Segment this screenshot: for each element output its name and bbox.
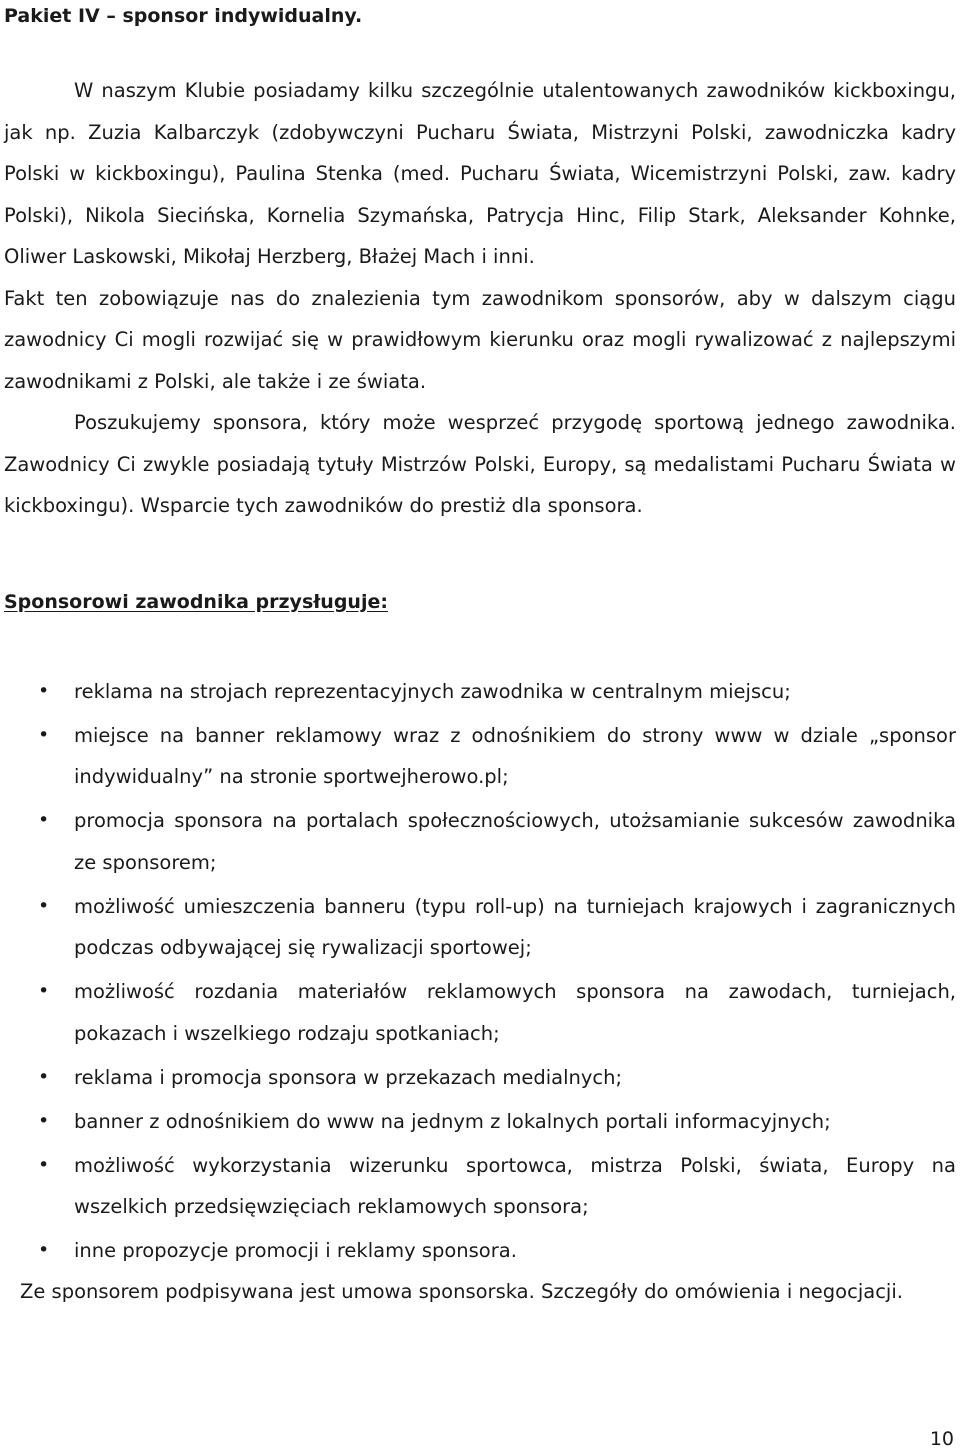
benefits-section-title: Sponsorowi zawodnika przysługuje: xyxy=(4,590,388,613)
bullet-icon: • xyxy=(38,1153,50,1176)
list-item-text: reklama na strojach reprezentacyjnych zawodnika w centralnym miejscu; xyxy=(74,679,791,703)
paragraph-looking-for-sponsor: Poszukujemy sponsora, który może wesprzeć przygodę sportową jednego zawodnika. Zawodnicy Ci zwykle posiadają tytuły Mistrzów Polski, Europy, są medalistami Pucharu Świata w kickboxingu). Wsparcie tych zawodników do prestiż dla sponsora. xyxy=(4,411,956,517)
paragraph-sponsors-need: Fakt ten zobowiązuje nas do znalezienia tym zawodnikom sponsorów, aby w dalszym ciągu zawodnicy Ci mogli rozwijać się w prawidłowym kierunku oraz mogli rywalizować z najlepszymi zawodnikami z Polski, ale także i ze świata. xyxy=(4,286,956,393)
bullet-icon: • xyxy=(38,723,50,746)
list-item-text: miejsce na banner reklamowy wraz z odnośnikiem do strony www w dziale „sponsor indywidualny” na stronie sportwejherowo.pl; xyxy=(74,723,956,788)
list-item-text: promocja sponsora na portalach społecznościowych, utożsamianie sukcesów zawodnika ze sponsorem; xyxy=(74,809,956,874)
list-item-text: możliwość rozdania materiałów reklamowych sponsora na zawodach, turniejach, pokazach i wszelkiego rodzaju spotkaniach; xyxy=(74,980,956,1045)
list-item-text: banner z odnośnikiem do www na jednym z lokalnych portali informacyjnych; xyxy=(74,1109,831,1133)
document-page xyxy=(4,0,956,1313)
list-item xyxy=(4,971,956,1054)
benefits-list xyxy=(4,671,956,1272)
list-item xyxy=(4,1101,956,1143)
paragraph-talented-athletes: W naszym Klubie posiadamy kilku szczególnie utalentowanych zawodników kickboxingu, jak np. Zuzia Kalbarczyk (zdobywczyni Pucharu Świata, Mistrzyni Polski, zawodniczka kadry Polski w kickboxingu), Paulina Stenka (med. Pucharu Świata, Wicemistrzyni Polski, zaw. kadry Polski), Nikola Siecińska, Kornelia Szymańska, Patrycja Hinc, Filip Stark, Aleksander Kohnke, Oliwer Laskowski, Mikołaj Herzberg, Błażej Mach i inni. xyxy=(4,79,956,268)
bullet-icon: • xyxy=(38,980,50,1002)
bullet-icon: • xyxy=(38,679,50,702)
list-item xyxy=(4,1145,956,1228)
list-item xyxy=(4,715,956,798)
list-item-text: inne propozycje promocji i reklamy sponsora. xyxy=(74,1239,517,1262)
package-heading: Pakiet IV – sponsor indywidualny. xyxy=(4,5,363,27)
list-item-text: reklama i promocja sponsora w przekazach medialnych; xyxy=(74,1065,623,1089)
bullet-icon: • xyxy=(38,894,50,917)
list-item-text: możliwość wykorzystania wizerunku sportowca, mistrza Polski, świata, Europy na wszelkich przedsięwzięciach reklamowych sponsora; xyxy=(74,1153,956,1218)
closing-paragraph: Ze sponsorem podpisywana jest umowa sponsorska. Szczegóły do omówienia i negocjacji. xyxy=(20,1280,903,1303)
bullet-icon: • xyxy=(38,1065,50,1088)
list-item xyxy=(4,886,956,969)
bullet-icon: • xyxy=(38,1109,50,1132)
page-number: 10 xyxy=(929,1428,954,1450)
list-item xyxy=(4,800,956,883)
list-item xyxy=(4,1230,956,1272)
list-item xyxy=(4,1057,956,1099)
list-item xyxy=(4,671,956,713)
bullet-icon: • xyxy=(38,1239,50,1261)
list-item-text: możliwość umieszczenia banneru (typu roll-up) na turniejach krajowych i zagranicznych podczas odbywającej się rywalizacji sportowej; xyxy=(74,894,956,959)
bullet-icon: • xyxy=(38,809,50,831)
